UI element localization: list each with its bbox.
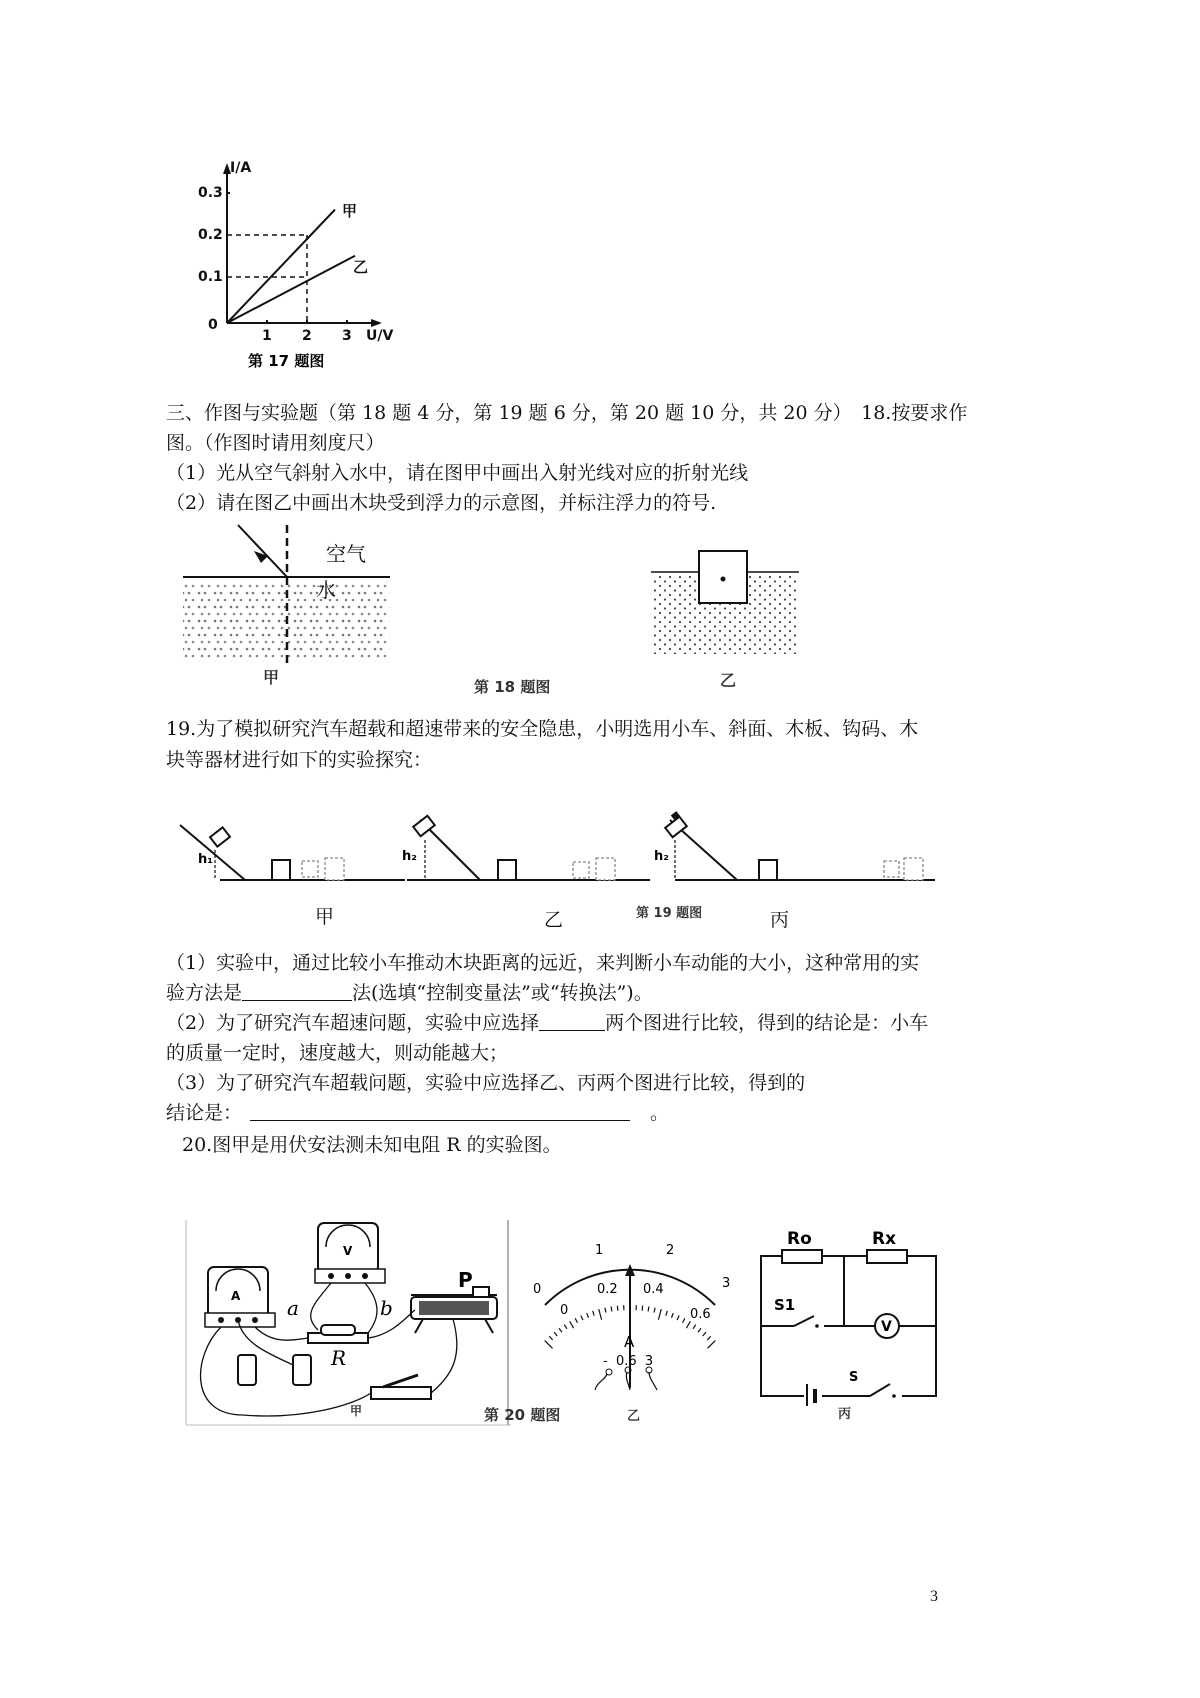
dial-tick — [593, 1311, 595, 1316]
water-label: 水 — [316, 578, 336, 602]
fig19-h2-label-yi: h₂ — [402, 849, 417, 864]
dial-tick — [654, 1308, 655, 1313]
battery-icon — [238, 1355, 256, 1385]
dial-tick — [698, 1328, 701, 1332]
q19-part3-prefix: 结论是： — [166, 1102, 243, 1124]
fig20-circuit-diagram — [752, 1226, 952, 1406]
fig20-label-P: P — [458, 1268, 473, 1292]
q19-part3-answer-blank[interactable] — [250, 1100, 630, 1121]
q19-part1-line2 — [166, 978, 653, 1008]
fig19-diagram — [175, 810, 945, 890]
q19-part1-line1: （1）实验中，通过比较小车推动木块距离的远近，来判断小车动能的大小，这种常用的实 — [166, 952, 920, 974]
dial-tick — [549, 1336, 552, 1340]
y-tick-0.1: 0.1 — [198, 269, 223, 285]
dial-tick — [575, 1318, 577, 1322]
dial-tick — [677, 1316, 679, 1321]
block-center-point — [721, 577, 726, 582]
dial-terminals-label: - 0.6 3 — [603, 1354, 654, 1369]
origin-label: 0 — [208, 317, 218, 333]
dial-unit-label: A — [624, 1333, 635, 1351]
dial-bottom-0.2: 0.2 — [597, 1282, 618, 1297]
fig18-block-diagram — [648, 548, 804, 658]
dial-tick — [545, 1341, 553, 1349]
fig19-caption: 第 19 题图 — [636, 906, 703, 921]
q19-part2-suffix: 两个图进行比较，得到的结论是：小车 — [605, 1012, 929, 1034]
r0-resistor-icon — [782, 1250, 822, 1263]
rx-resistor-icon — [867, 1250, 907, 1263]
fig18-label-yi: 乙 — [720, 671, 737, 690]
dial-tick — [707, 1341, 715, 1349]
switch-icon — [371, 1375, 431, 1399]
fig19-h2-label-bing: h₂ — [654, 849, 669, 864]
q19-part3-suffix: 。 — [650, 1102, 670, 1124]
fig20-label-bing: 丙 — [838, 1407, 852, 1422]
q19-part3-line1: （3）为了研究汽车超载问题，实验中应选择乙、丙两个图进行比较，得到的 — [166, 1072, 806, 1094]
circuit-rx-label: Rx — [872, 1229, 897, 1249]
wire — [311, 1283, 331, 1330]
dial-tick — [703, 1332, 706, 1336]
y-axis-label: I/A — [230, 160, 252, 176]
q18-part1: （1）光从空气斜射入水中，请在图甲中画出入射光线对应的折射光线 — [166, 462, 749, 484]
x-tick-3: 3 — [342, 328, 352, 344]
x-axis-label: U/V — [366, 328, 394, 344]
q19-part2-line2: 的质量一定时，速度越大，则动能越大； — [166, 1042, 509, 1064]
q19-part2-prefix: （2）为了研究汽车超速问题，实验中应选择 — [166, 1012, 540, 1034]
wire — [255, 1327, 308, 1340]
section3-heading: 三、作图与实验题（第 18 题 4 分，第 19 题 6 分，第 20 题 10 分，共 20 分） 18.按要求作 — [166, 402, 968, 424]
fig17-chart — [190, 160, 430, 400]
dial-tick — [599, 1309, 602, 1320]
page-number: 3 — [930, 1588, 938, 1605]
fig18-label-jia: 甲 — [263, 668, 280, 687]
fig20-label-b: b — [380, 1296, 393, 1320]
dial-tick — [617, 1306, 618, 1311]
dial-tick — [666, 1311, 668, 1316]
x-tick-1: 1 — [262, 328, 272, 344]
section3-heading-cont: 图。（作图时请用刻度尺） — [166, 432, 385, 454]
dial-tick — [605, 1308, 606, 1313]
series-label-yi: 乙 — [353, 258, 369, 276]
air-label: 空气 — [326, 542, 366, 566]
dial-tick — [611, 1306, 612, 1311]
q19-part3-line2 — [166, 1098, 669, 1128]
incident-arrow-icon — [254, 551, 268, 563]
dial-tick — [658, 1309, 661, 1320]
dial-tick — [642, 1306, 643, 1311]
fig20-label-R: R — [331, 1346, 347, 1370]
dial-top-1: 1 — [595, 1243, 604, 1258]
dial-top-0: 0 — [533, 1282, 542, 1297]
fig20-meter-dial — [525, 1240, 745, 1400]
ammeter-label: A — [231, 1289, 241, 1303]
incident-ray — [238, 525, 287, 577]
fig19-panel-bing — [665, 811, 935, 880]
fig19-panel-yi — [407, 816, 650, 880]
dial-tick — [587, 1313, 589, 1318]
terminal-wire-icon — [595, 1374, 607, 1390]
fig20-label-a: a — [287, 1296, 299, 1320]
circuit-v-label: V — [881, 1319, 892, 1335]
q19-part2-line1 — [166, 1008, 928, 1038]
fig18-caption: 第 18 题图 — [474, 678, 551, 696]
rheostat-icon — [411, 1287, 497, 1333]
fig19-label-bing: 丙 — [770, 909, 790, 931]
dial-bottom-0.6: 0.6 — [690, 1307, 711, 1322]
dial-tick — [559, 1328, 562, 1332]
dial-tick — [671, 1313, 673, 1318]
q19-part1-prefix: 验方法是 — [166, 982, 243, 1004]
fig19-h1-label-jia: h₁ — [198, 852, 213, 867]
q18-part2: （2）请在图乙中画出木块受到浮力的示意图，并标注浮力的符号. — [166, 492, 717, 514]
dial-tick — [686, 1321, 690, 1328]
series-line-yi — [227, 256, 355, 323]
dial-tick — [648, 1306, 649, 1311]
dial-tick — [554, 1332, 557, 1336]
dial-tick — [570, 1321, 574, 1328]
dial-tick — [707, 1336, 710, 1340]
fig20-caption: 第 20 题图 — [484, 1406, 561, 1424]
series-label-jia: 甲 — [342, 202, 358, 220]
wire — [431, 1319, 457, 1393]
fig20-apparatus-diagram — [183, 1215, 513, 1430]
fig18-refraction-diagram — [180, 520, 400, 670]
y-tick-0.2: 0.2 — [198, 227, 223, 243]
dial-bottom-0: 0 — [560, 1303, 569, 1318]
circuit-s1-label: S1 — [774, 1296, 796, 1314]
battery-icon — [293, 1355, 311, 1385]
fig19-label-yi: 乙 — [544, 909, 564, 931]
voltmeter-label: V — [343, 1244, 353, 1258]
dial-top-2: 2 — [666, 1243, 675, 1258]
fig20-label-jia: 甲 — [350, 1404, 363, 1418]
q19-part1-suffix: 法(选填“控制变量法”或“转换法”)。 — [352, 982, 653, 1004]
dial-bottom-0.4: 0.4 — [643, 1282, 664, 1297]
circuit-s-label: S — [849, 1370, 859, 1385]
fig19-label-jia: 甲 — [315, 906, 335, 928]
q20-intro: 20.图甲是用伏安法测未知电阻 R 的实验图。 — [182, 1134, 562, 1156]
fig17-caption: 第 17 题图 — [248, 352, 325, 370]
q19-intro-2: 块等器材进行如下的实验探究： — [166, 749, 433, 771]
circuit-r0-label: Ro — [787, 1229, 812, 1249]
dial-top-3: 3 — [722, 1276, 731, 1291]
dial-tick — [683, 1318, 685, 1322]
fig20-label-yi: 乙 — [627, 1409, 641, 1424]
dial-tick — [564, 1325, 567, 1329]
fig19-panel-jia — [180, 825, 405, 880]
x-tick-2: 2 — [302, 328, 312, 344]
wire — [365, 1283, 377, 1333]
dial-tick — [693, 1325, 696, 1329]
q19-part1-answer-blank[interactable] — [242, 980, 352, 1001]
x-axis-arrow — [371, 319, 382, 327]
q19-intro-1: 19.为了模拟研究汽车超载和超速带来的安全隐患，小明选用小车、斜面、木板、钩码、木 — [166, 718, 919, 740]
y-tick-0.3: 0.3 — [198, 185, 223, 201]
q19-part2-answer-blank[interactable] — [539, 1010, 605, 1031]
dial-tick — [581, 1316, 583, 1321]
resistor-icon — [321, 1325, 355, 1335]
series-line-jia — [227, 210, 335, 323]
